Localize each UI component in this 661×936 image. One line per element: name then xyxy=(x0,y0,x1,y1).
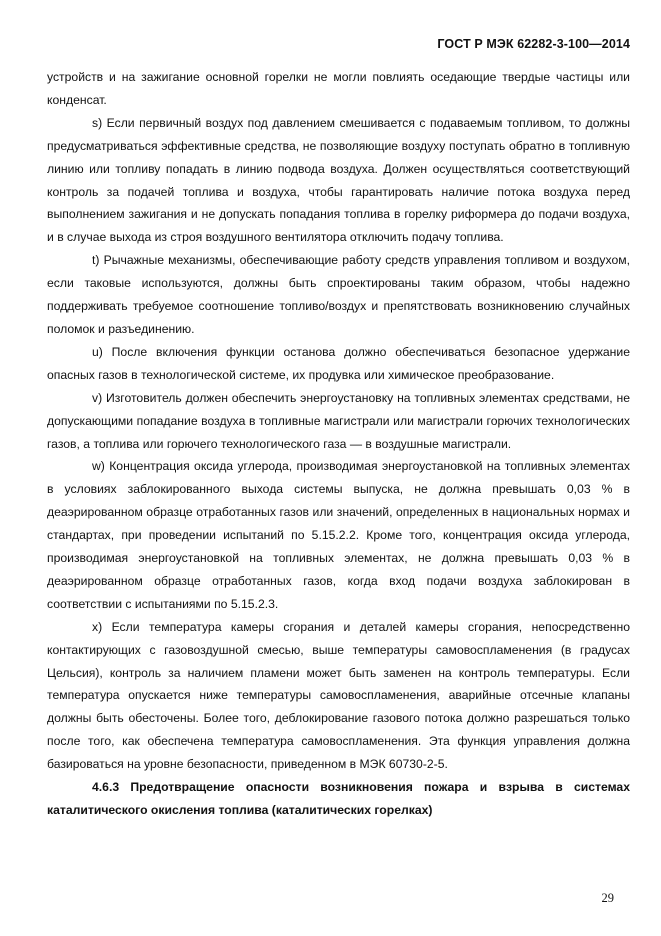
body-text xyxy=(47,66,630,822)
paragraph-item-s: s) Если первичный воздух под давлением смешивается с подаваемым топливом, то должны предусматриваться эффективные средства, не позволяющие воздуху поступать обратно в топливную линию или топливу попадать в линию подвода воздуха. Должен осуществляться соответствующий контроль за подачей топлива и воздуха, чтобы гарантировать наличие потока воздуха перед выполнением зажигания и не допускать попадания топлива в горелку риформера до подачи воздуха, и в случае выхода из строя воздушного вентилятора отключить подачу топлива. xyxy=(47,115,630,245)
page-number: 29 xyxy=(601,891,614,905)
paragraph-item-w: w) Концентрация оксида углерода, производимая энергоустановкой на топливных элементах в условиях заблокированного выхода системы выпуска, не должна превышать 0,03 % в деаэрированном образце отработанных газов или значений, определенных в национальных нормах и стандартах, при проведении испытаний по 5.15.2.2. Кроме того, концентрация оксида углерода, производимая энергоустановкой на топливных элементах, не должна превышать 0,03 % в деаэрированном образце отработанных газов, когда вход подачи воздуха заблокирован в соответствии с испытаниями по 5.15.2.3. xyxy=(47,459,630,611)
paragraph-item-u: u) После включения функции останова должно обеспечиваться безопасное удержание опасных газов в технологической системе, их продувка или химическое преобразование. xyxy=(47,344,630,382)
paragraph-item-t: t) Рычажные механизмы, обеспечивающие работу средств управления топливом и воздухом, если таковые используются, должны быть спроектированы таким образом, чтобы надежно поддерживать требуемое соотношение топливо/воздух и препятствовать возникновению случайных поломок и разъединению. xyxy=(47,253,630,336)
standard-header: ГОСТ Р МЭК 62282-3-100—2014 xyxy=(437,37,630,51)
paragraph-item-v: v) Изготовитель должен обеспечить энергоустановку на топливных элементах средствами, не допускающими попадание воздуха в топливные магистрали или магистрали горючих технологических газов, а топлива или горючего технологического газа — в воздушные магистрали. xyxy=(47,390,630,451)
section-heading: 4.6.3 Предотвращение опасности возникновения пожара и взрыва в системах каталитического окисления топлива (каталитических горелках) xyxy=(47,780,630,817)
paragraph-continuation: устройств и на зажигание основной горелки не могли повлиять оседающие твердые частицы или конденсат. xyxy=(47,70,630,107)
paragraph-item-x: x) Если температура камеры сгорания и деталей камеры сгорания, непосредственно контактирующих с газовоздушной смесью, выше температуры самовоспламенения (в градусах Цельсия), контроль за наличием пламени может быть заменен на контроль температуры. Если температура опускается ниже температуры самовоспламенения, аварийные отсечные клапаны должны быть обесточены. Более того, деблокирование газового потока должно разрешаться только после того, как обеспечена температура самовоспламенения. Эта функция управления должна базироваться на уровне безопасности, приведенном в МЭК 60730-2-5. xyxy=(47,619,630,772)
